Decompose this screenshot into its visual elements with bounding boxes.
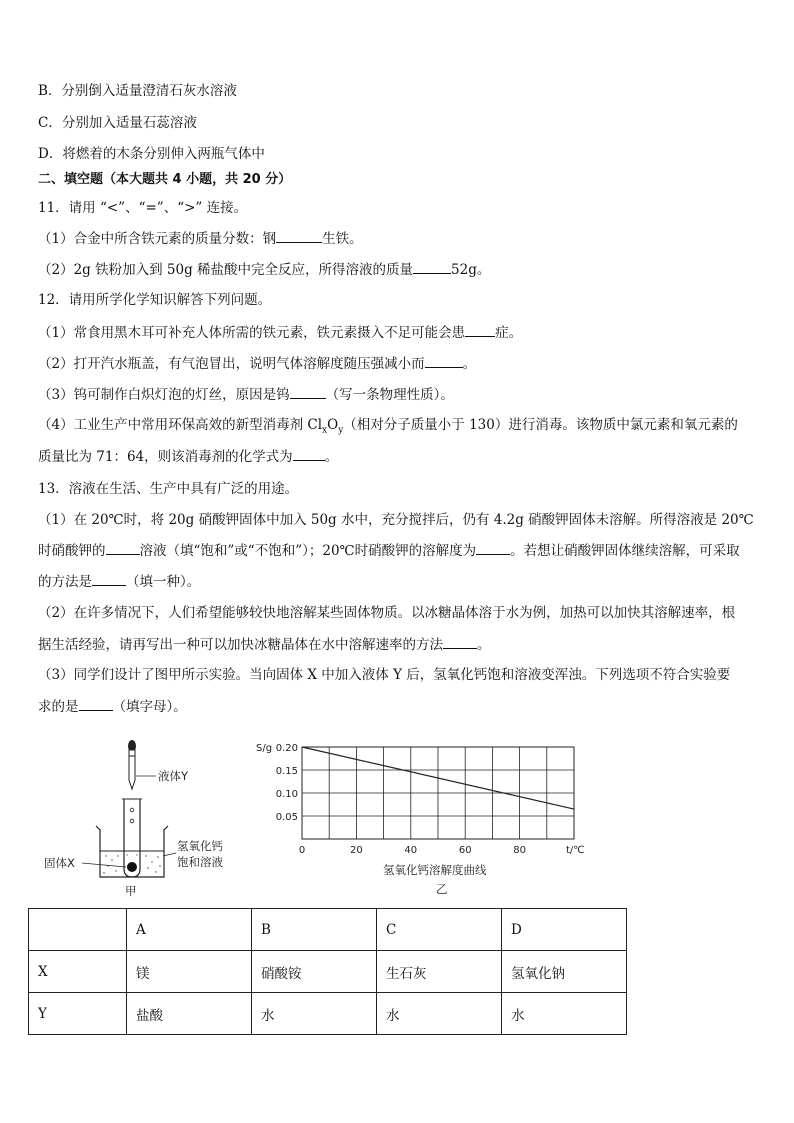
table-cell: Y (29, 993, 127, 1035)
table-cell: 盐酸 (127, 993, 252, 1035)
q13-part2: （2）在许多情况下，人们希望能够较快地溶解某些固体物质。以冰糖晶体溶于水为例，加热可以加快其溶解速率，根 (38, 605, 736, 621)
q13-part1: （1）在 20℃时，将 20g 硝酸钾固体中加入 50g 水中，充分搅拌后，仍有 4.2g 硝酸钾固体未溶解。所得溶液是 20℃ (38, 512, 754, 528)
table-cell: X (29, 951, 127, 993)
q12-part4-end: 。 (324, 449, 339, 465)
q13-part3: （3）同学们设计了图甲所示实验。当向固体 X 中加入液体 Y 后，氢氧化钙饱和溶液变浑浊。下列选项不符合实验要 (38, 667, 731, 683)
answer-blank[interactable] (465, 322, 495, 337)
table-cell: D (502, 909, 627, 951)
q13-part3-cont (38, 696, 187, 717)
table-cell: 水 (252, 993, 377, 1035)
q12-part1-text: （1）常食用黑木耳可补充人体所需的铁元素，铁元素摄入不足可能会患 (38, 325, 466, 341)
q12-part2 (38, 353, 476, 374)
drop (130, 819, 134, 823)
table-cell: 氢氧化钠 (502, 951, 627, 993)
q11-stem: 11．请用 “<”、“=”、“>” 连接。 (38, 200, 248, 216)
label-liquid-y: 液体Y (158, 769, 189, 783)
q13-part2-cont (38, 634, 491, 655)
answer-blank[interactable] (293, 446, 325, 461)
answer-blank[interactable] (276, 228, 322, 243)
table-cell: 镁 (127, 951, 252, 993)
answer-blank[interactable] (92, 571, 126, 586)
q13-part1-text3: 。若想让硝酸钾固体继续溶解，可采取 (510, 543, 740, 559)
x-axis-label: t/℃ (566, 845, 585, 856)
answer-blank[interactable] (413, 259, 451, 274)
x-tick-label: 20 (350, 845, 363, 856)
caption-jia: 甲 (125, 884, 137, 898)
table-cell: A (127, 909, 252, 951)
formula-subscript-y: y (338, 425, 344, 436)
q12-part1-tail: 症。 (495, 325, 523, 341)
q13-part1-cont (38, 540, 740, 561)
y-axis-label: S/g (256, 743, 273, 754)
answer-blank[interactable] (476, 540, 510, 555)
q12-part4-tail: （相对分子质量小于 130）进行消毒。该物质中氯元素和氧元素的 (343, 417, 738, 433)
option-b: B．分别倒入适量澄清石灰水溶液 (38, 83, 237, 99)
q11-part1-tail: 生铁。 (322, 231, 363, 247)
figure-yi-chart (250, 738, 590, 900)
chart-grid (302, 747, 574, 839)
q13-part1-cont2 (38, 571, 200, 592)
caption-yi: 乙 (436, 882, 448, 896)
q13-part1-text5: （填一种）。 (126, 574, 201, 590)
option-d: D．将燃着的木条分别伸入两瓶气体中 (38, 146, 265, 162)
q12-part4-text: （4）工业生产中常用环保高效的新型消毒剂 Cl (38, 417, 323, 433)
q12-part3-text: （3）钨可制作白炽灯泡的灯丝，原因是钨 (38, 387, 290, 403)
table-header-row (29, 909, 627, 951)
q11-part2-text: （2）2g 铁粉加入到 50g 稀盐酸中完全反应，所得溶液的质量 (38, 262, 414, 278)
answer-blank[interactable] (106, 540, 140, 555)
section-title: 二、填空题（本大题共 4 小题，共 20 分） (38, 172, 292, 187)
answer-blank[interactable] (79, 696, 113, 711)
answer-blank[interactable] (443, 634, 477, 649)
y-tick-label: 0.15 (275, 766, 298, 777)
y-tick-label: 0.20 (275, 743, 298, 754)
q11-part2 (38, 259, 490, 280)
q12-part3-tail: （写一条物理性质）。 (325, 387, 454, 403)
options-table (28, 908, 627, 1035)
y-tick-label: 0.10 (275, 789, 298, 800)
chart-title: 氢氧化钙溶解度曲线 (383, 863, 487, 877)
label-solution-line2: 饱和溶液 (177, 855, 223, 869)
q13-part3-text: 求的是 (38, 699, 79, 715)
q13-part1-text: 时硝酸钾的 (38, 543, 106, 559)
y-tick-label: 0.05 (275, 812, 298, 823)
q12-part1 (38, 322, 522, 343)
solid-x (127, 862, 137, 872)
formula-oxygen: O (327, 417, 339, 433)
table-cell: 水 (502, 993, 627, 1035)
q13-part3-end: （填字母）。 (112, 699, 187, 715)
q13-part1-text4: 的方法是 (38, 574, 92, 590)
figure-jia (30, 735, 260, 900)
label-solution-line1: 氢氧化钙 (177, 839, 223, 853)
q13-stem: 13．溶液在生活、生产中具有广泛的用途。 (38, 481, 299, 497)
q12-part4-text2: 质量比为 71：64，则该消毒剂的化学式为 (38, 449, 293, 465)
solid-x-leader-line (82, 863, 126, 867)
q11-part1 (38, 228, 363, 249)
table-cell: 硝酸铵 (252, 951, 377, 993)
q13-part2-text: 据生活经验，请再写出一种可以加快冰糖晶体在水中溶解速率的方法 (38, 637, 443, 653)
q12-part2-tail: 。 (462, 356, 477, 372)
q12-part4-cont (38, 446, 338, 467)
table-cell: 生石灰 (377, 951, 502, 993)
x-tick-label: 60 (458, 845, 472, 856)
answer-blank[interactable] (425, 353, 463, 368)
table-cell (29, 909, 127, 951)
label-solid-x: 固体X (44, 856, 75, 870)
q12-part4 (38, 415, 738, 441)
x-tick-label: 0 (298, 845, 306, 856)
q11-part1-text: （1）合金中所含铁元素的质量分数：钢 (38, 231, 277, 247)
q12-part2-text: （2）打开汽水瓶盖，有气泡冒出，说明气体溶解度随压强减小而 (38, 356, 425, 372)
x-tick-label: 80 (513, 845, 526, 856)
dropper-neck (129, 750, 135, 756)
x-tick-label: 40 (404, 845, 418, 856)
table-cell: 水 (377, 993, 502, 1035)
drop (130, 808, 134, 812)
dropper-tube (129, 756, 135, 789)
table-cell: C (377, 909, 502, 951)
q13-part1-text2: 溶液（填“饱和”或“不饱和”）；20℃时硝酸钾的溶解度为 (139, 543, 477, 559)
table-row (29, 951, 627, 993)
table-row (29, 993, 627, 1035)
formula-subscript-x: x (322, 425, 328, 436)
q12-stem: 12．请用所学化学知识解答下列问题。 (38, 292, 272, 308)
answer-blank[interactable] (290, 384, 326, 399)
option-c: C．分别加入适量石蕊溶液 (38, 115, 197, 131)
q11-part2-tail: 52g。 (451, 262, 491, 278)
q13-part2-end: 。 (477, 637, 491, 653)
q12-part3 (38, 384, 454, 405)
solution-leader-line (163, 853, 176, 856)
table-cell: B (252, 909, 377, 951)
